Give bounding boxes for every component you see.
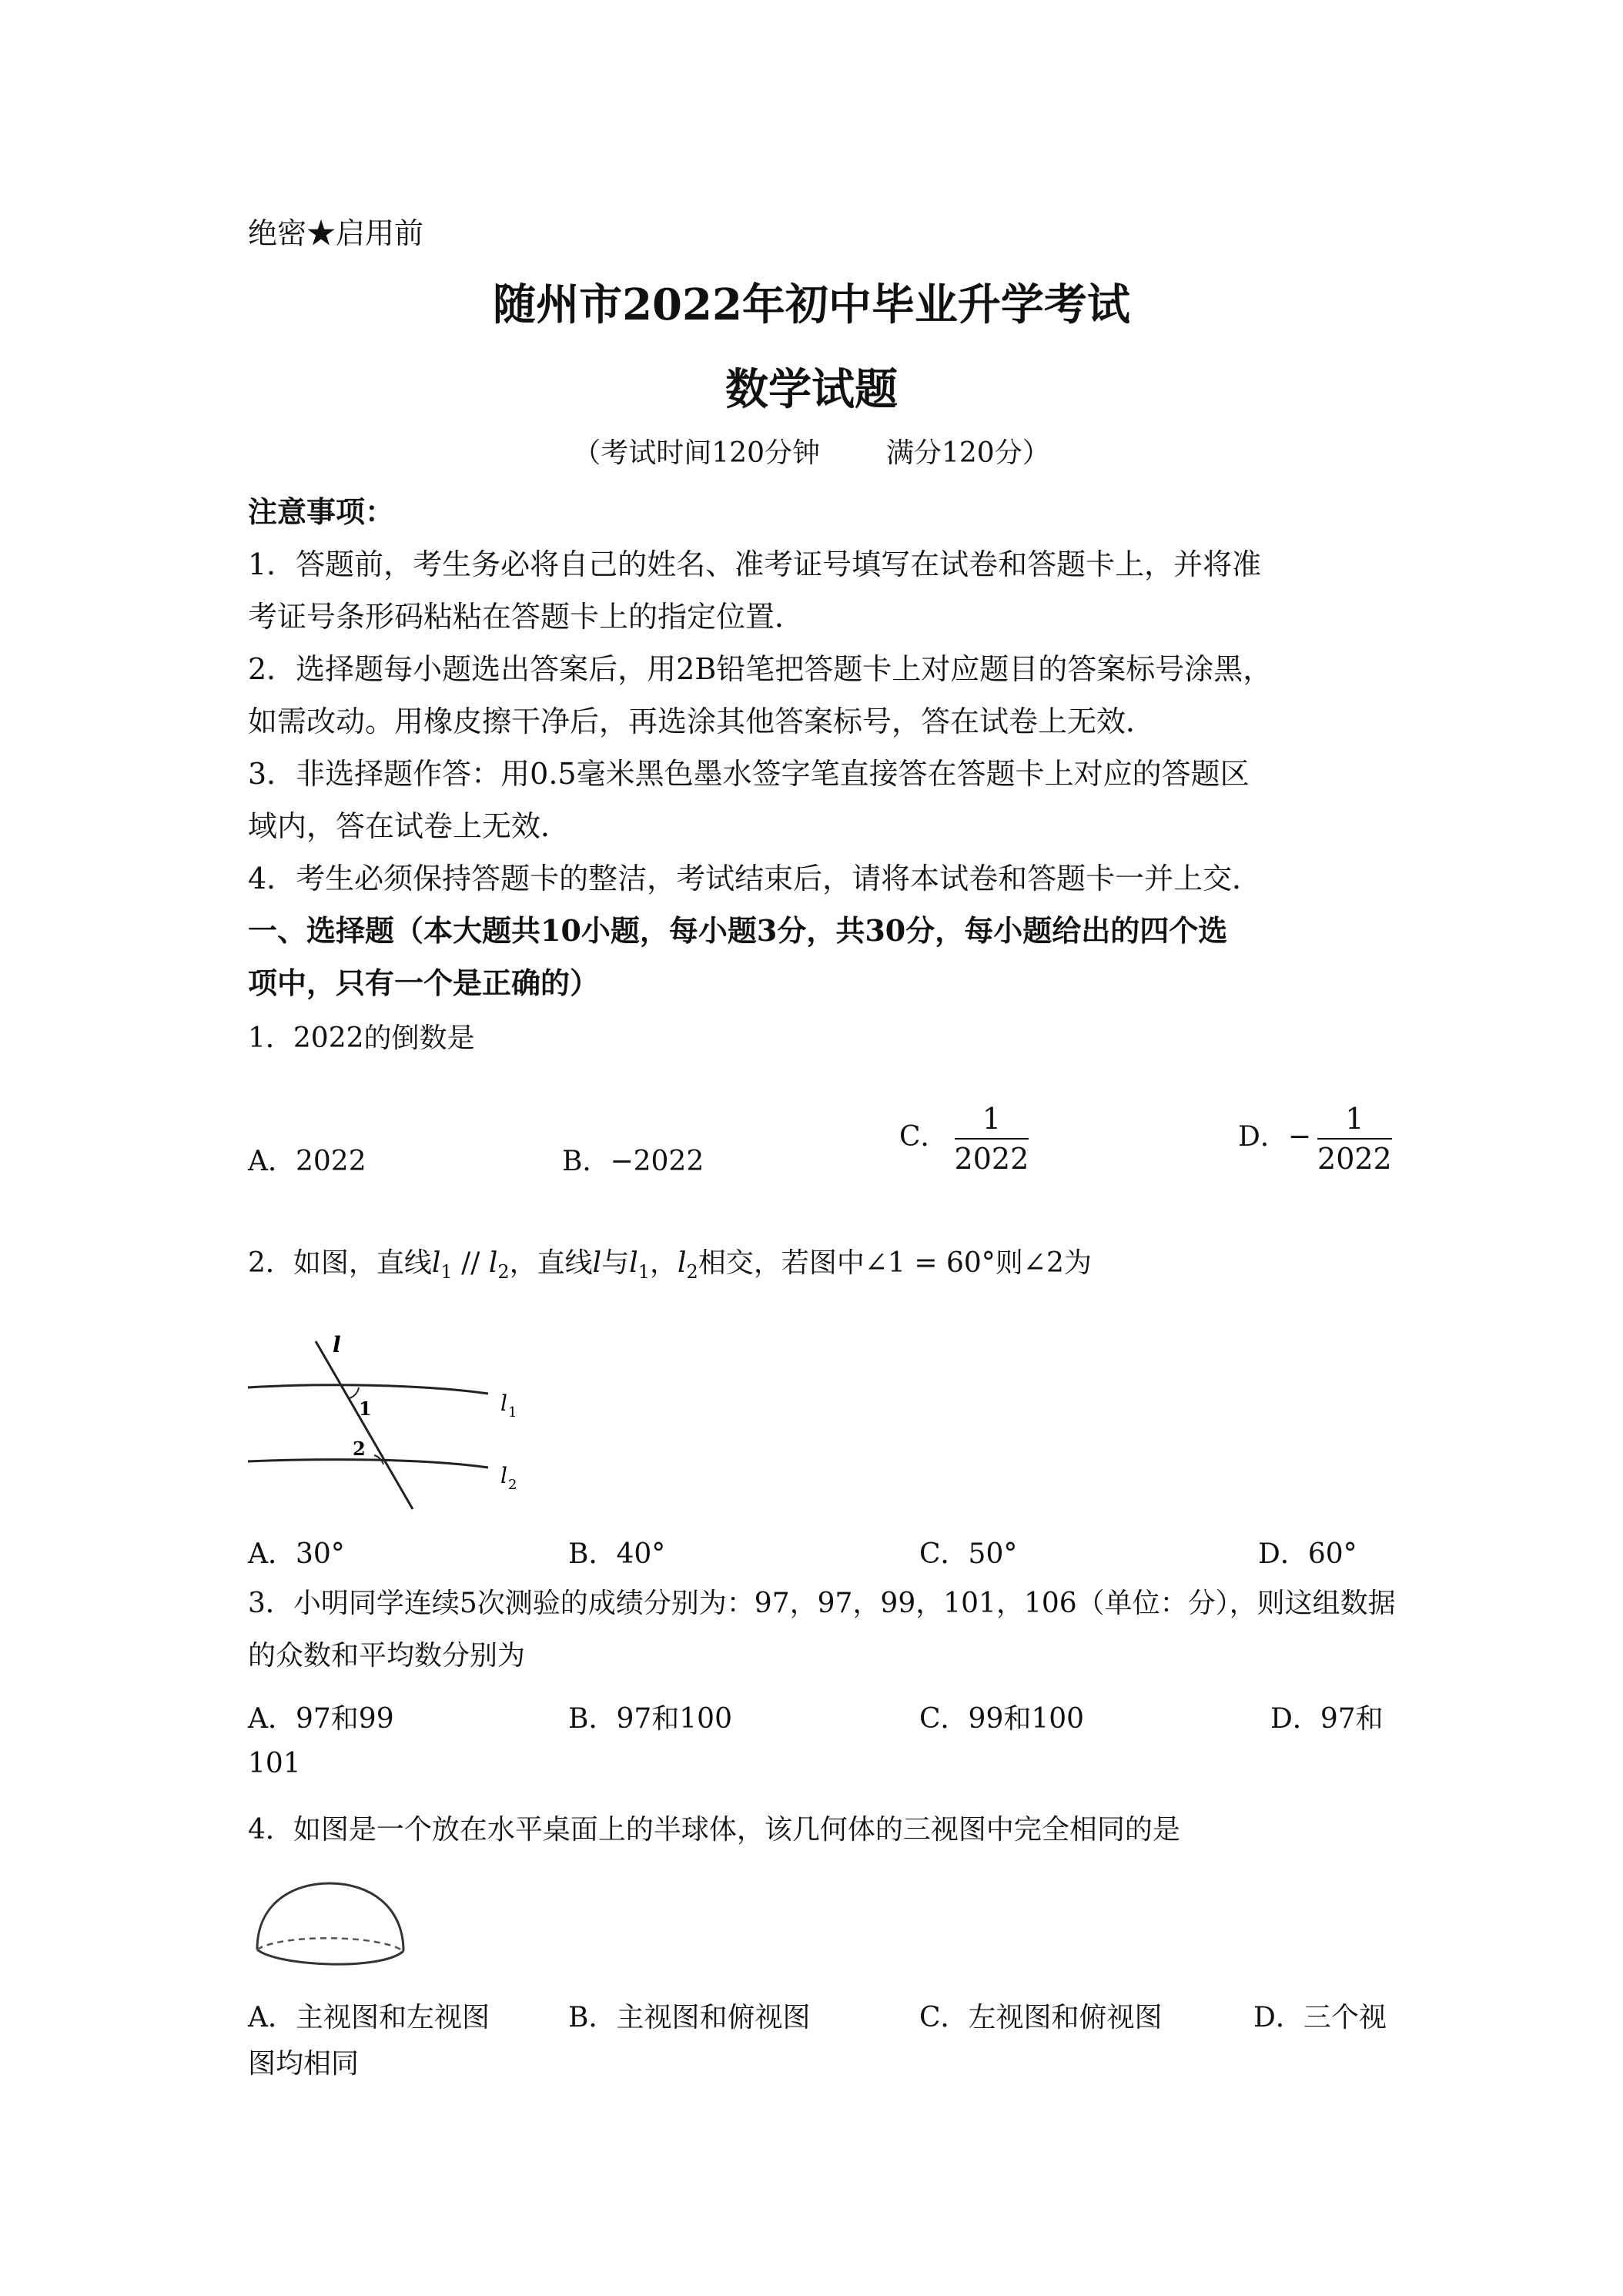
exam-meta [0,431,1623,470]
stem-text: 为 [1063,1247,1092,1279]
math-var: l [488,1247,498,1279]
option-b: B．40° [568,1538,666,1570]
line-l2 [248,1460,488,1468]
fraction-denominator: 2022 [1317,1142,1392,1176]
option-b: B．−2022 [562,1146,704,1177]
option-c [899,1099,1029,1178]
math-sub: 1 [440,1261,453,1284]
hemisphere-dome [257,1883,403,1951]
question-1-options [248,1102,1392,1177]
option-d: D．60° [1258,1538,1357,1570]
notice-line: 域内，答在试卷上无效． [248,809,571,843]
angle-1-arc [350,1387,359,1398]
option-d-prefix: D．− [1238,1121,1312,1153]
notice-line: 4．考生必须保持答题卡的整洁，考试结束后，请将本试卷和答题卡一并上交． [248,862,1262,895]
fraction-numerator: 1 [1317,1099,1392,1140]
stem-text: 2．如图，直线 [248,1247,432,1279]
section-heading: 一、选择题（本大题共10小题，每小题3分，共30分，每小题给出的四个选 [248,913,1228,948]
stem-text: 相交，若图中 [698,1247,865,1279]
notice-line: 3．非选择题作答：用0.5毫米黑色墨水签字笔直接答在答题卡上对应的答题区 [248,757,1250,791]
math-expr: ∠2 [1022,1247,1064,1279]
time-info: （考试时间120分钟 [573,437,820,469]
notice-line: 如需改动。用橡皮擦干净后，再选涂其他答案标号，答在试卷上无效． [248,705,1156,738]
label-l1: l [500,1391,507,1416]
option-d: D．三个视 [1253,2002,1387,2033]
option-a: A．主视图和左视图 [248,2002,490,2033]
math-var: l [678,1247,687,1279]
option-a: A．97和99 [248,1703,394,1735]
fraction-denominator: 2022 [954,1142,1029,1176]
question-4-options [248,1996,1387,2042]
option-d [1238,1099,1392,1178]
hemisphere-figure [246,1873,416,1980]
notice-heading: 注意事项： [248,494,395,529]
subject-title: 数学试题 [725,364,898,415]
stem-text: 则 [995,1247,1023,1279]
option-b: B．主视图和俯视图 [568,2002,811,2033]
option-a: A．2022 [248,1146,366,1177]
parallel-lines-figure [245,1332,568,1517]
option-c-prefix: C． [899,1121,949,1153]
option-d: D．97和 [1270,1703,1384,1735]
hemisphere-base-front [257,1950,403,1964]
option-d-cont: 101 [248,1748,301,1779]
math-var: l [592,1247,602,1279]
stem-text: ， [650,1247,678,1279]
question-4-stem: 4．如图是一个放在水平桌面上的半球体，该几何体的三视图中完全相同的是 [248,1814,1180,1846]
question-3-stem-cont: 的众数和平均数分别为 [248,1640,526,1672]
stem-text: ，直线 [509,1247,593,1279]
option-b: B．97和100 [568,1703,732,1735]
option-c: C．50° [919,1538,1018,1570]
stem-text: // [452,1247,489,1279]
math-var: l [629,1247,638,1279]
math-var: l [431,1247,441,1279]
label-angle-2: 2 [353,1438,366,1460]
label-l1-sub: 1 [508,1404,517,1421]
fraction-numerator: 1 [955,1099,1029,1140]
score-info: 满分120分） [886,437,1050,469]
question-2-stem [248,1241,1387,1286]
math-sub: 2 [686,1261,698,1284]
notice-line: 1．答题前，考生务必将自己的姓名、准考证号填写在试卷和答题卡上，并将准 [248,547,1262,581]
option-c: C．左视图和俯视图 [919,2002,1163,2033]
secret-label: 绝密★启用前 [248,216,424,250]
question-1-stem: 1．2022的倒数是 [248,1022,475,1054]
line-l1 [248,1385,488,1394]
option-d-cont: 图均相同 [248,2048,360,2080]
label-l2-sub: 2 [508,1477,517,1493]
hemisphere-base-back [257,1938,403,1951]
section-heading-cont: 项中，只有一个是正确的） [248,966,600,1000]
math-expr: ∠1 = 60° [864,1247,996,1279]
question-2-options [248,1532,1387,1578]
label-angle-1: 1 [359,1397,372,1420]
exam-title: 随州市2022年初中毕业升学考试 [493,279,1130,330]
notice-line: 考证号条形码粘粘在答题卡上的指定位置． [248,600,805,634]
question-3-stem: 3．小明同学连续5次测验的成绩分别为：97，97，99，101，106（单位：分），则这组数据 [248,1588,1396,1619]
notice-line: 2．选择题每小题选出答案后，用2B铅笔把答题卡上对应题目的答案标号涂黑， [248,652,1273,686]
label-l2: l [500,1463,507,1488]
option-d-fraction [1317,1099,1392,1178]
label-l: l [333,1332,341,1357]
stem-text: 与 [601,1247,630,1279]
option-c-fraction [955,1099,1029,1178]
math-sub: 1 [637,1261,650,1284]
question-3-options [248,1697,1387,1743]
option-a: A．30° [248,1538,345,1570]
math-sub: 2 [497,1261,510,1284]
transversal-l [316,1341,413,1509]
option-c: C．99和100 [919,1703,1085,1735]
